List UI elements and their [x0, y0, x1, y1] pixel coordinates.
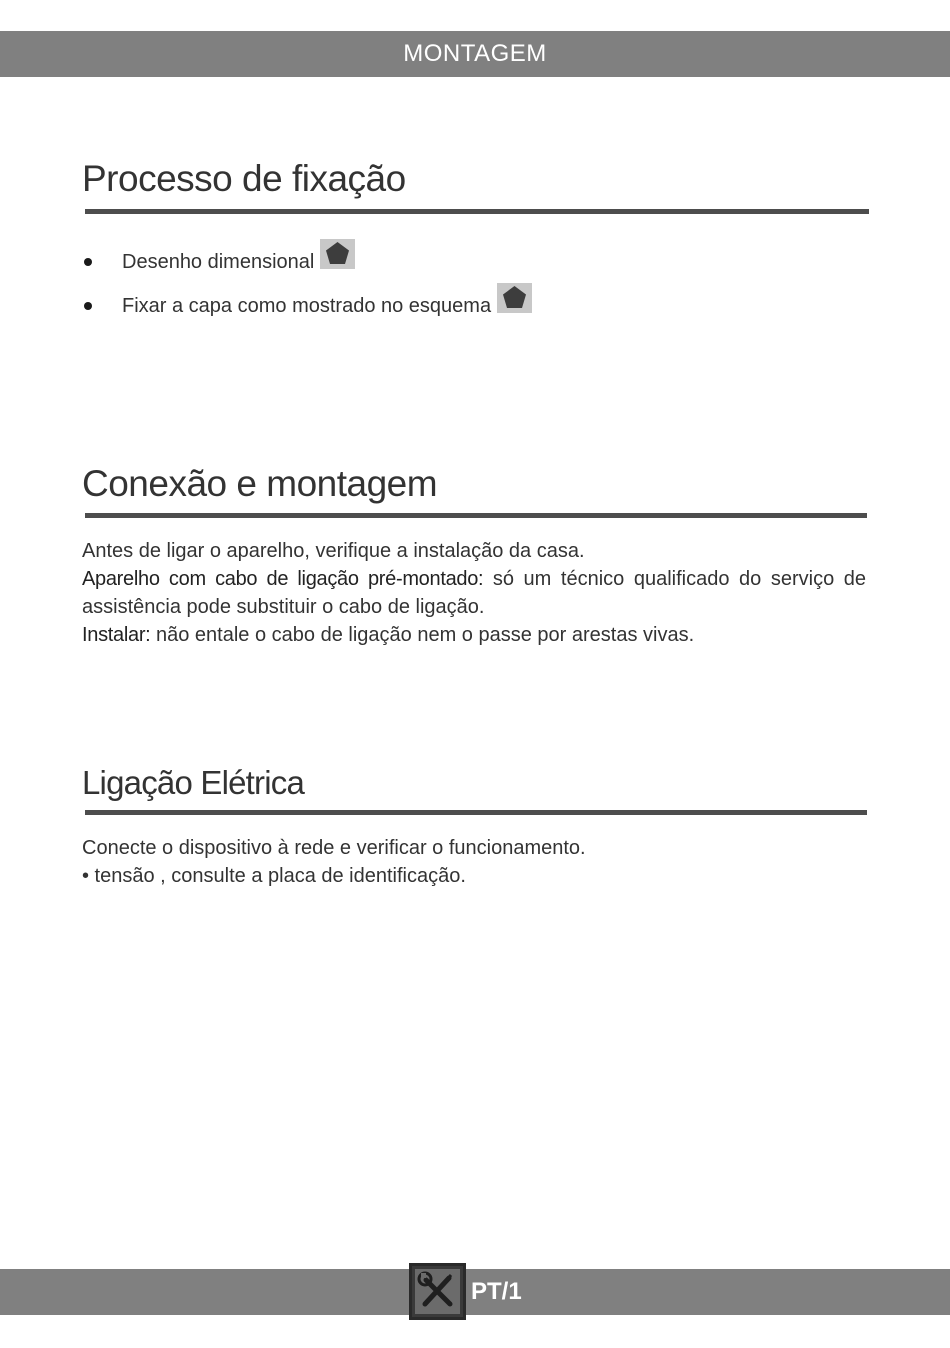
electric-line-2: • tensão , consulte a placa de identificação. [82, 865, 466, 887]
page-number: PT/1 [471, 1278, 522, 1305]
pentagon-icon [497, 283, 532, 313]
bullet-icon [84, 302, 92, 310]
pentagon-icon [320, 239, 355, 269]
section-divider [85, 513, 867, 518]
list-item-label: Desenho dimensional [122, 250, 315, 273]
section-divider [85, 209, 869, 214]
electric-paragraph [82, 834, 866, 890]
install-label: Instalar: [82, 624, 151, 646]
electric-line-1: Conecte o dispositivo à rede e verificar o funcionamento. [82, 837, 586, 859]
connection-intro: Antes de ligar o aparelho, verifique a instalação da casa. [82, 540, 585, 562]
cable-label: Aparelho com cabo de ligação pré-montado: [82, 568, 484, 590]
section-title-electric: Ligação Elétrica [82, 764, 305, 801]
install-text: não entale o cabo de ligação nem o passe por arestas vivas. [150, 624, 695, 646]
cable-text: só um técnico qualificado do serviço de assistência pode substituir o cabo de ligação. [82, 568, 866, 618]
section-title-fixation: Processo de fixação [82, 158, 406, 199]
bullet-icon [84, 258, 92, 266]
list-item [82, 291, 532, 321]
header-title: MONTAGEM [403, 40, 547, 67]
tools-icon-background [415, 1269, 460, 1314]
section-title-connection: Conexão e montagem [82, 463, 438, 504]
list-item [82, 247, 355, 277]
section-divider [85, 810, 867, 815]
tools-icon [409, 1263, 466, 1320]
header-bar [0, 31, 950, 77]
connection-paragraph [82, 537, 866, 649]
list-item-label: Fixar a capa como mostrado no esquema [122, 294, 492, 317]
